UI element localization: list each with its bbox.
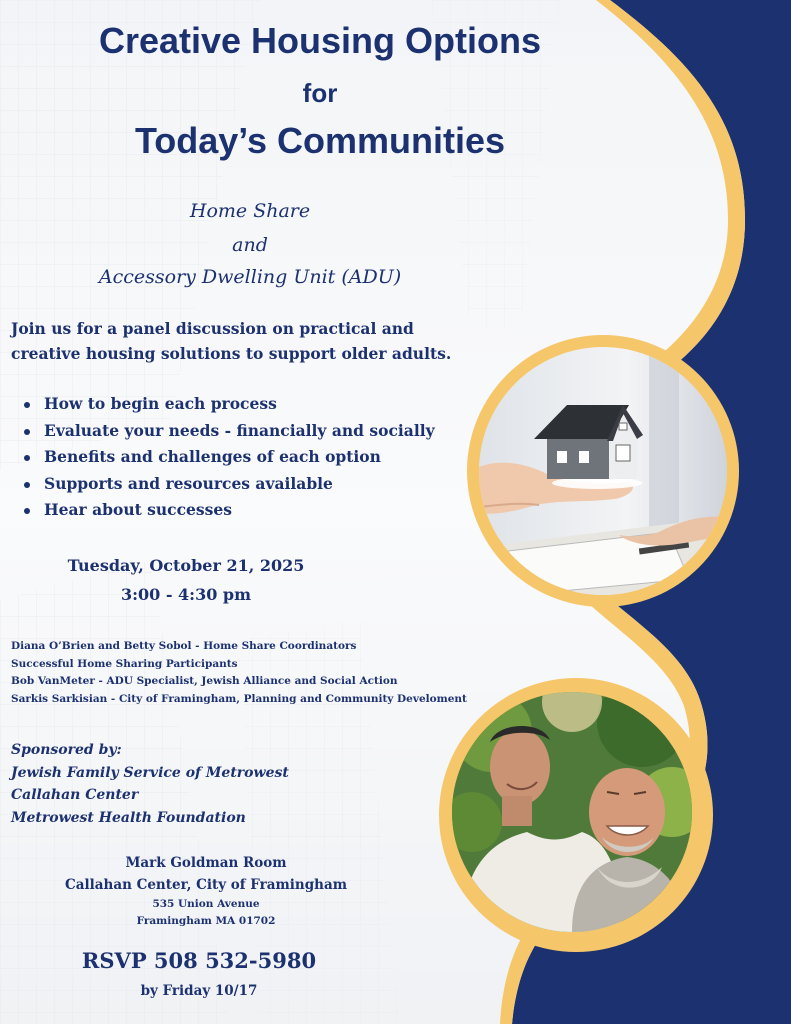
bullet-dot-icon (24, 455, 30, 461)
title-line-3: Today’s Communities (134, 120, 506, 161)
topic-text: Evaluate your needs - financially and socially (44, 420, 435, 440)
location-street: 535 Union Avenue (152, 898, 260, 910)
location-city: Framingham MA 01702 (136, 915, 276, 927)
speaker-list (11, 640, 467, 710)
topic-text: Benefits and challenges of each option (44, 447, 381, 466)
bullet-dot-icon (24, 482, 30, 488)
rsvp-deadline: by Friday 10/17 (140, 983, 258, 999)
topic-item (22, 447, 435, 474)
speaker-item: Successful Home Sharing Participants (11, 657, 238, 670)
sponsor-item: Metrowest Health Foundation (11, 810, 246, 826)
location-venue: Callahan Center, City of Framingham (65, 877, 347, 893)
topic-text: Hear about successes (44, 500, 232, 519)
subtitle-line-1: Home Share (189, 200, 311, 222)
rsvp-phone: RSVP 508 532-5980 (81, 948, 317, 973)
bullet-dot-icon (24, 508, 30, 514)
speaker-item: Bob VanMeter - ADU Specialist, Jewish Alliance and Social Action (11, 675, 398, 687)
title-line-2: for (302, 78, 338, 108)
sponsor-item: Jewish Family Service of Metrowest (11, 765, 289, 781)
bullet-dot-icon (24, 429, 30, 435)
topic-item (22, 394, 435, 421)
topic-item (22, 474, 435, 501)
title-line-1: Creative Housing Options (98, 20, 542, 61)
sponsor-item: Callahan Center (11, 787, 139, 803)
intro-paragraph: Join us for a panel discussion on practical and creative housing solutions to support older adults. (11, 319, 452, 363)
speaker-item: Sarkis Sarkisian - City of Framingham, Planning and Community Develoment (11, 692, 467, 705)
bullet-dot-icon (24, 402, 30, 408)
event-date: Tuesday, October 21, 2025 (67, 556, 305, 575)
topic-text: Supports and resources available (44, 473, 333, 493)
speaker-item: Diana O’Brien and Betty Sobol - Home Share Coordinators (11, 640, 357, 652)
topic-list (22, 394, 435, 527)
topic-item (22, 500, 435, 527)
event-time: 3:00 - 4:30 pm (120, 585, 252, 604)
topic-item (22, 421, 435, 448)
sponsors-heading: Sponsored by: (11, 742, 122, 758)
topic-text: How to begin each process (44, 394, 277, 413)
location-room: Mark Goldman Room (125, 855, 287, 871)
subtitle-line-3: Accessory Dwelling Unit (ADU) (98, 266, 402, 288)
subtitle-line-2: and (232, 234, 268, 256)
